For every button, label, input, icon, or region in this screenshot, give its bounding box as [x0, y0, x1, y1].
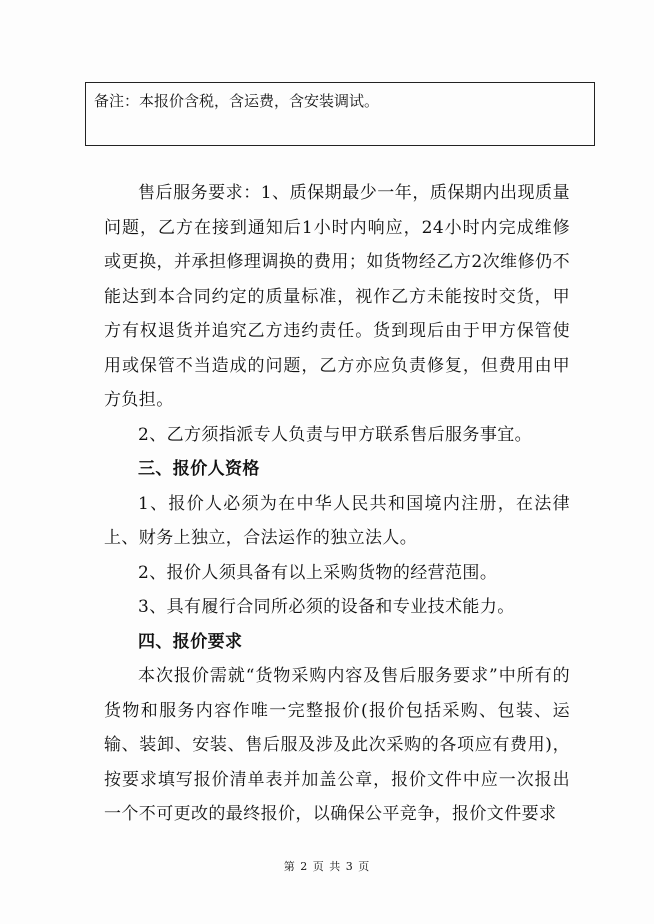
remarks-text: 备注：本报价含税，含运费，含安装调试。	[94, 92, 380, 110]
qualification-paragraph-3: 3、具有履行合同所必须的设备和专业技术能力。	[138, 597, 515, 617]
after-sales-paragraph-1: 售后服务要求：1、质保期最少一年，质保期内出现质量问题，乙方在接到通知后1小时内响应，24小时内完成维修或更换，并承担修理调换的费用；如货物经乙方2次维修仍不能达到本合同约定的质量标准，视作乙方未能按时交货，甲方有权退货并追究乙方违约责任。货到现后由于甲方保管使用或保管不当造成的问题，乙方亦应负责修复，但费用由甲方负担。	[104, 183, 570, 410]
qualification-paragraph-1: 1、报价人必须为在中华人民共和国境内注册，在法律上、财务上独立，合法运作的独立法人。	[104, 493, 570, 548]
section-heading-quote-requirements: 四、报价要求	[138, 631, 243, 652]
after-sales-paragraph-2: 2、乙方须指派专人负责与甲方联系售后服务事宜。	[138, 424, 533, 445]
remarks-box	[85, 82, 595, 146]
page-number: 第 2 页 共 3 页	[283, 860, 371, 873]
quote-requirements-paragraph: 本次报价需就“货物采购内容及售后服务要求”中所有的货物和服务内容作唯一完整报价(报价包括采购、包装、运输、装卸、安装、售后服及涉及此次采购的各项应有费用)，按要求填写报价清单表并加盖公章，报价文件中应一次报出一个不可更改的最终报价，以确保公平竞争，报价文件要求	[104, 666, 570, 824]
document-body	[104, 176, 570, 832]
section-heading-qualifications: 三、报价人资格	[138, 459, 260, 479]
page-footer	[0, 858, 654, 874]
qualification-paragraph-2: 2、报价人须具备有以上采购货物的经营范围。	[138, 562, 498, 583]
